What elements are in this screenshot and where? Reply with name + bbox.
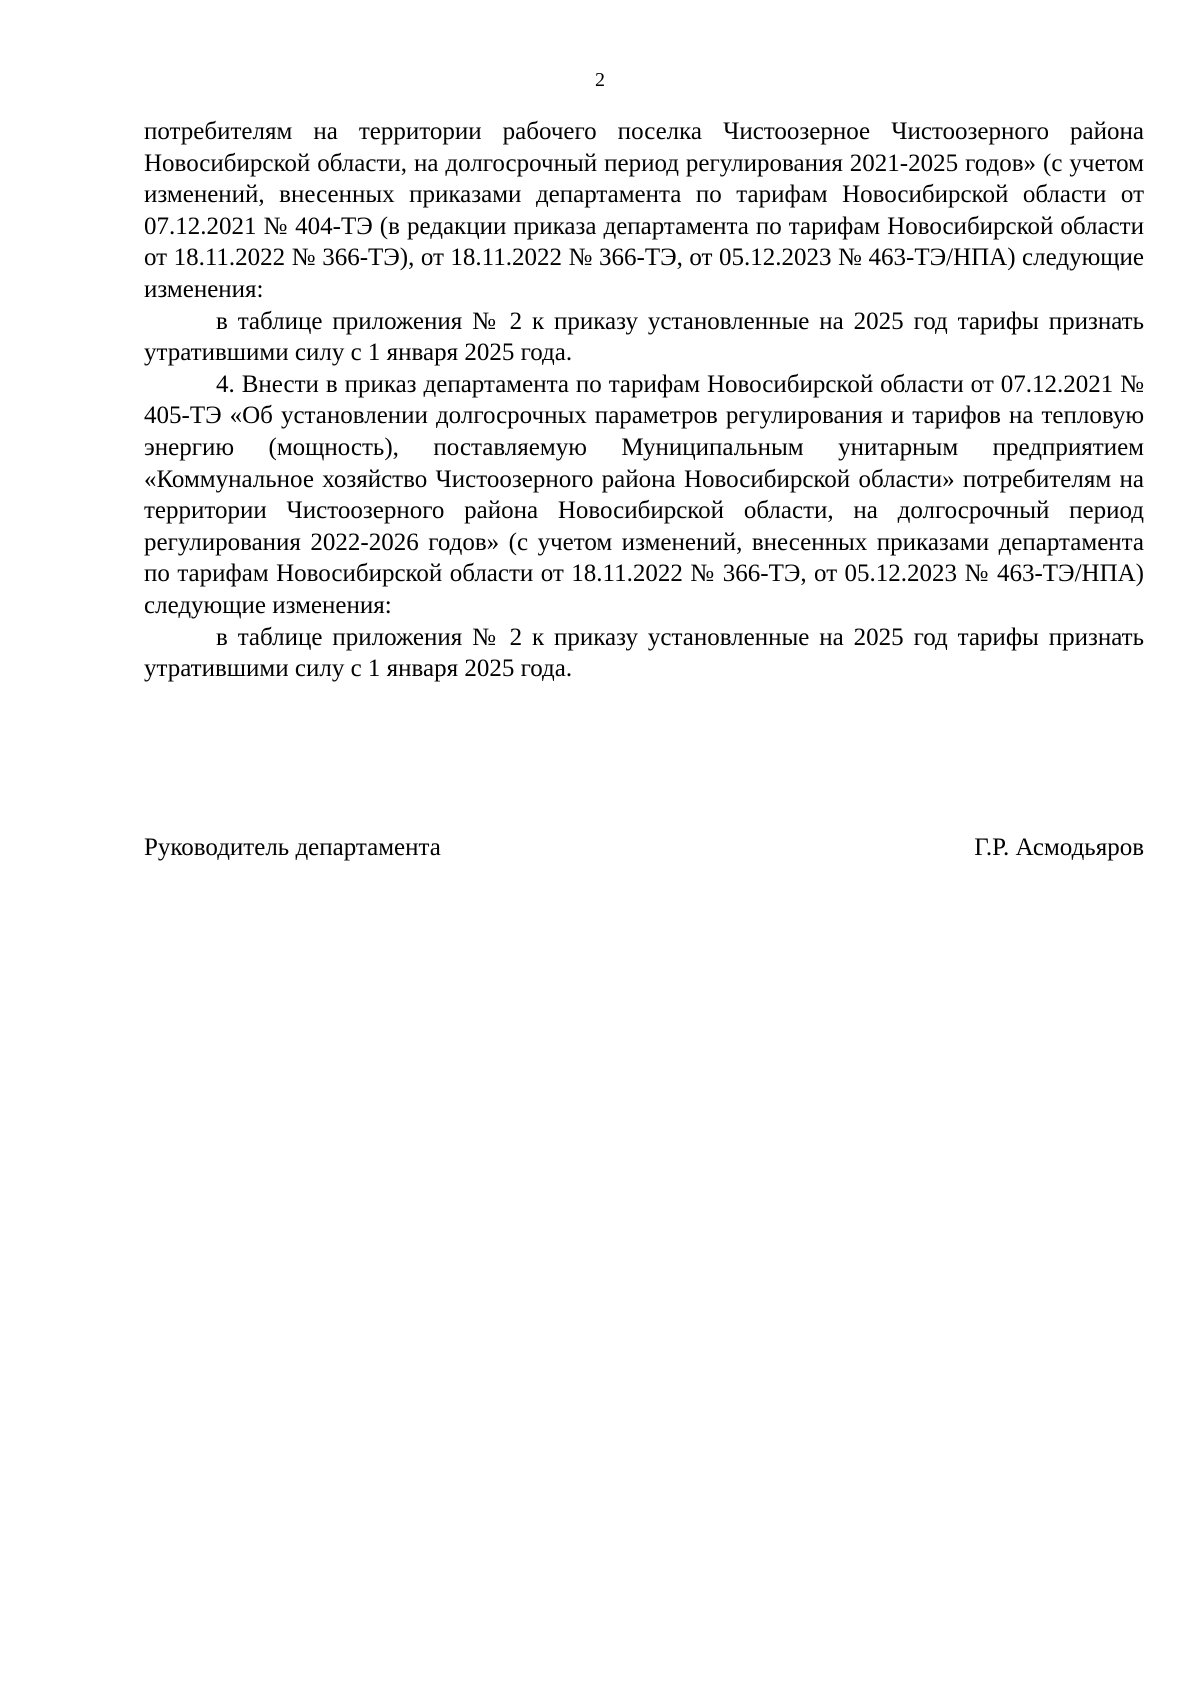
paragraph-tariff-table-1: в таблице приложения № 2 к приказу установленные на 2025 год тарифы признать утратившими силу с 1 января 2025 года. <box>144 307 1144 367</box>
page-number: 2 <box>595 69 605 91</box>
signature-block <box>144 832 1144 864</box>
document-body <box>144 116 1144 685</box>
signature-name: Г.Р. Асмодьяров <box>974 834 1144 861</box>
paragraph-item-4: 4. Внести в приказ департамента по тарифам Новосибирской области от 07.12.2021 № 405-ТЭ «Об установлении долгосрочных параметров регулирования и тарифов на тепловую энергию (мощность), поставляемую Муниципальным унитарным предприятием «Коммунальное хозяйство Чистоозерного района Новосибирской области» потребителям на территории Чистоозерного района Новосибирской области, на долгосрочный период регулирования 2022-2026 годов» (с учетом изменений, внесенных приказами департамента по тарифам Новосибирской области от 18.11.2022 № 366-ТЭ, от 05.12.2023 № 463-ТЭ/НПА) следующие изменения: <box>144 370 1144 619</box>
signature-position: Руководитель департамента <box>144 834 441 861</box>
paragraph-tariff-table-2: в таблице приложения № 2 к приказу установленные на 2025 год тарифы признать утратившими силу с 1 января 2025 года. <box>144 623 1144 683</box>
paragraph-continuation: потребителям на территории рабочего поселка Чистоозерное Чистоозерного района Новосибирской области, на долгосрочный период регулирования 2021-2025 годов» (с учетом изменений, внесенных приказами департамента по тарифам Новосибирской области от 07.12.2021 № 404-ТЭ (в редакции приказа департамента по тарифам Новосибирской области от 18.11.2022 № 366-ТЭ), от 18.11.2022 № 366-ТЭ, от 05.12.2023 № 463-ТЭ/НПА) следующие изменения: <box>144 118 1144 303</box>
